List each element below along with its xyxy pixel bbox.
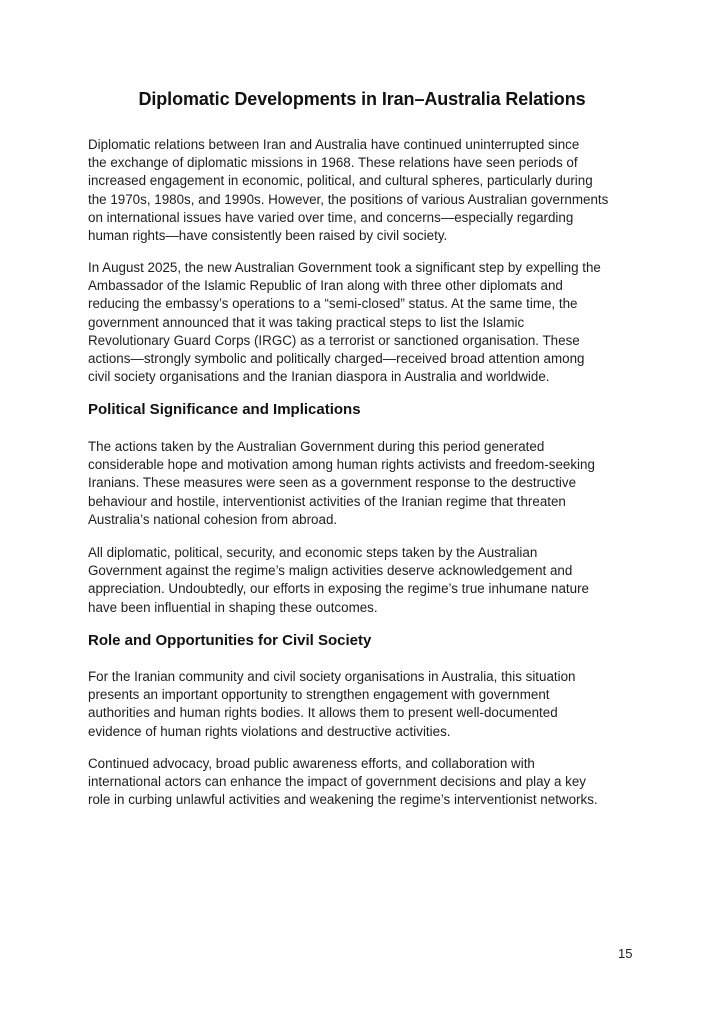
- text-line: The actions taken by the Australian Government during this period generated: [88, 439, 545, 454]
- text-line: increased engagement in economic, political, and cultural spheres, particularly during: [88, 173, 593, 189]
- text-line: have been influential in shaping these outcomes.: [88, 599, 378, 615]
- text-line: the exchange of diplomatic missions in 1968. These relations have seen periods of: [88, 155, 578, 171]
- text-line: Diplomatic relations between Iran and Australia have continued uninterrupted since: [88, 137, 580, 152]
- text-line: In August 2025, the new Australian Government took a significant step by expelling the: [88, 260, 601, 275]
- section-heading-civil-society: Role and Opportunities for Civil Society: [88, 632, 372, 649]
- text-line: Ambassador of the Islamic Republic of Iran along with three other diplomats and: [88, 278, 563, 294]
- text-line: evidence of human rights violations and destructive activities.: [88, 723, 451, 739]
- political-paragraph-2: [88, 544, 640, 617]
- page-number: 15: [618, 946, 633, 961]
- text-line: actions—strongly symbolic and politically charged—received broad attention among: [88, 351, 585, 367]
- text-line: authorities and human rights bodies. It allows them to present well-documented: [88, 705, 558, 721]
- text-line: role in curbing unlawful activities and weakening the regime’s interventionist networks.: [88, 792, 598, 808]
- text-line: presents an important opportunity to strengthen engagement with government: [88, 687, 550, 703]
- text-line: behaviour and hostile, interventionist activities of the Iranian regime that threaten: [88, 493, 566, 509]
- text-line: human rights—have consistently been raised by civil society.: [88, 228, 448, 244]
- text-line: Continued advocacy, broad public awareness efforts, and collaboration with: [88, 756, 535, 771]
- text-line: Revolutionary Guard Corps (IRGC) as a terrorist or sanctioned organisation. These: [88, 332, 580, 348]
- intro-paragraph-2: [88, 259, 640, 386]
- text-line: reducing the embassy’s operations to a “semi-closed” status. At the same time, the: [88, 296, 578, 312]
- text-line: All diplomatic, political, security, and economic steps taken by the Australian: [88, 545, 538, 560]
- text-line: government announced that it was taking practical steps to list the Islamic: [88, 314, 525, 330]
- text-line: international actors can enhance the impact of government decisions and play a key: [88, 774, 586, 790]
- text-line: the 1970s, 1980s, and 1990s. However, the positions of various Australian governments: [88, 191, 609, 207]
- text-line: For the Iranian community and civil society organisations in Australia, this situation: [88, 669, 576, 684]
- civil-society-paragraph-2: [88, 755, 640, 810]
- text-line: Government against the regime’s malign activities deserve acknowledgement and: [88, 563, 573, 579]
- page-title: Diplomatic Developments in Iran–Australia Relations: [138, 89, 586, 109]
- text-line: Iranians. These measures were seen as a government response to the destructive: [88, 475, 577, 491]
- text-line: on international issues have varied over time, and concerns—especially regarding: [88, 209, 574, 225]
- section-heading-political-significance: Political Significance and Implications: [88, 401, 361, 418]
- text-line: civil society organisations and the Iranian diaspora in Australia and worldwide.: [88, 369, 550, 385]
- intro-paragraph-1: [88, 136, 640, 245]
- political-paragraph-1: [88, 438, 640, 529]
- civil-society-paragraph-1: [88, 668, 640, 741]
- text-line: appreciation. Undoubtedly, our efforts in exposing the regime’s true inhumane nature: [88, 581, 589, 597]
- text-line: Australia’s national cohesion from abroad.: [88, 511, 338, 527]
- text-line: considerable hope and motivation among human rights activists and freedom-seeking: [88, 457, 595, 473]
